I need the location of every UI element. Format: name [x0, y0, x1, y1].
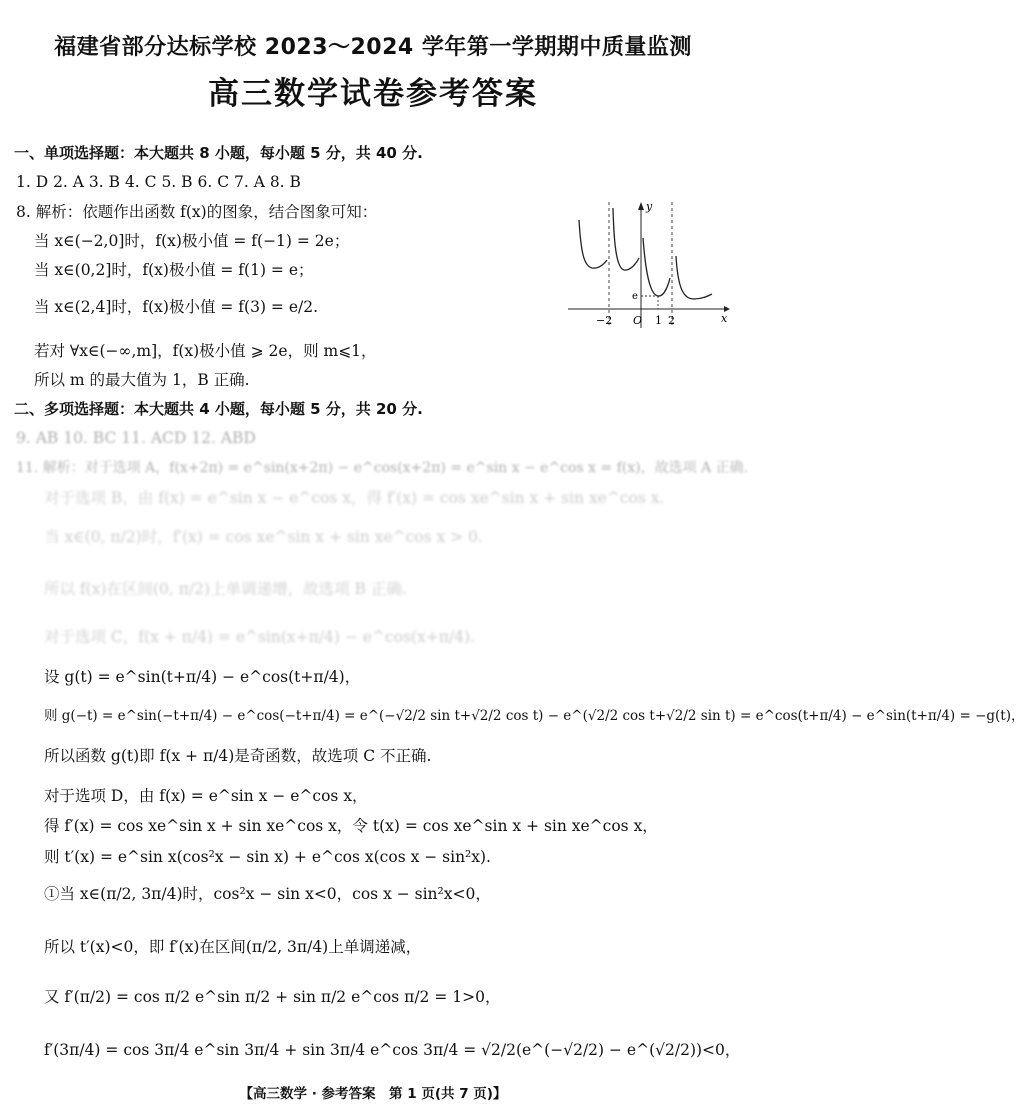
page-footer: 【高三数学 · 参考答案 第 1 页(共 7 页)】	[239, 1086, 507, 1102]
tick-1: 1	[655, 314, 662, 327]
q11-c-line-4: 所以函数 g(t)即 f(x + π/4)是奇函数，故选项 C 不正确.	[44, 747, 432, 765]
y-axis-arrow	[638, 202, 644, 210]
q8-line-2: 当 x∈(0,2]时，f(x)极小值 = f(1) = e；	[34, 261, 314, 279]
curve-branch-4	[676, 256, 712, 299]
q11-d-line-4: ①当 x∈(π/2, 3π/4)时，cos²x − sin x<0，cos x − sin²x<0，	[44, 885, 491, 903]
q11-c-line-3: 则 g(−t) = e^sin(−t+π/4) − e^cos(−t+π/4) = e^(−√2/2 sin t+√2/2 cos t) − e^(√2/2 cos t+√2/2 sin t) = e^cos(t+π/4) − e^sin(t+π/4) = −g(t)，	[44, 708, 1025, 724]
q8-line-3: 当 x∈(2,4]时，f(x)极小值 = f(3) = e/2.	[34, 298, 319, 316]
q11-d-line-2: 得 f′(x) = cos xe^sin x + sin xe^cos x，令 t(x) = cos xe^sin x + sin xe^cos x，	[44, 817, 658, 835]
exam-title: 福建省部分达标学校 2023～2024 学年第一学期期中质量监测	[54, 35, 692, 60]
curve-branch-2	[613, 208, 639, 270]
section1-heading: 一、单项选择题：本大题共 8 小题，每小题 5 分，共 40 分.	[14, 144, 423, 162]
q8-line-4: 若对 ∀x∈(−∞,m]，f(x)极小值 ⩾ 2e，则 m⩽1，	[34, 342, 377, 360]
q11-d-line-5: 所以 t′(x)<0，即 f′(x)在区间(π/2, 3π/4)上单调递减，	[44, 938, 422, 956]
tick-2: 2	[668, 314, 675, 327]
x-axis-label: x	[721, 312, 728, 325]
q11-intro: 11. 解析：对于选项 A，f(x+2π) = e^sin(x+2π) − e^cos(x+2π) = e^sin x − e^cos x = f(x)，故选项 A 正确.	[16, 460, 749, 476]
q8-line-5: 所以 m 的最大值为 1，B 正确.	[34, 371, 250, 389]
q11-c-line-1: 对于选项 C，f(x + π/4) = e^sin(x+π/4) − e^cos(x+π/4).	[44, 628, 475, 646]
q11-b-line-1: 对于选项 B，由 f(x) = e^sin x − e^cos x，得 f′(x) = cos xe^sin x + sin xe^cos x.	[44, 489, 665, 507]
q11-d-line-7: f′(3π/4) = cos 3π/4 e^sin 3π/4 + sin 3π/4 e^cos 3π/4 = √2/2(e^(−√2/2) − e^(√2/2))<0，	[44, 1041, 741, 1059]
y-axis-label: y	[646, 200, 653, 213]
q11-d-line-1: 对于选项 D，由 f(x) = e^sin x − e^cos x，	[44, 787, 368, 805]
q11-d-line-3: 则 t′(x) = e^sin x(cos²x − sin x) + e^cos x(cos x − sin²x).	[44, 848, 491, 866]
q11-c-line-2: 设 g(t) = e^sin(t+π/4) − e^cos(t+π/4)，	[44, 668, 361, 686]
curve-branch-3	[643, 238, 670, 296]
tick-origin: O	[633, 314, 643, 327]
q8-intro: 8. 解析：依题作出函数 f(x)的图象，结合图象可知：	[16, 203, 378, 221]
q11-b-line-3: 所以 f(x)在区间(0, π/2)上单调递增，故选项 B 正确.	[44, 580, 407, 598]
tick-neg2: −2	[596, 314, 613, 327]
section2-heading: 二、多项选择题：本大题共 4 小题，每小题 5 分，共 20 分.	[14, 400, 423, 418]
curve-branch-1	[579, 220, 607, 268]
label-e: e	[632, 291, 638, 302]
q11-b-line-2: 当 x∈(0, π/2)时，f′(x) = cos xe^sin x + sin xe^cos x > 0.	[44, 528, 483, 546]
section2-answers: 9. AB 10. BC 11. ACD 12. ABD	[16, 429, 256, 447]
q11-d-line-6: 又 f′(π/2) = cos π/2 e^sin π/2 + sin π/2 e^cos π/2 = 1>0，	[44, 988, 501, 1006]
function-graph	[566, 198, 732, 332]
answer-key-title: 高三数学试卷参考答案	[208, 76, 538, 112]
q8-line-1: 当 x∈(−2,0]时，f(x)极小值 = f(−1) = 2e；	[34, 232, 350, 250]
section1-answers: 1. D 2. A 3. B 4. C 5. B 6. C 7. A 8. B	[16, 173, 301, 191]
